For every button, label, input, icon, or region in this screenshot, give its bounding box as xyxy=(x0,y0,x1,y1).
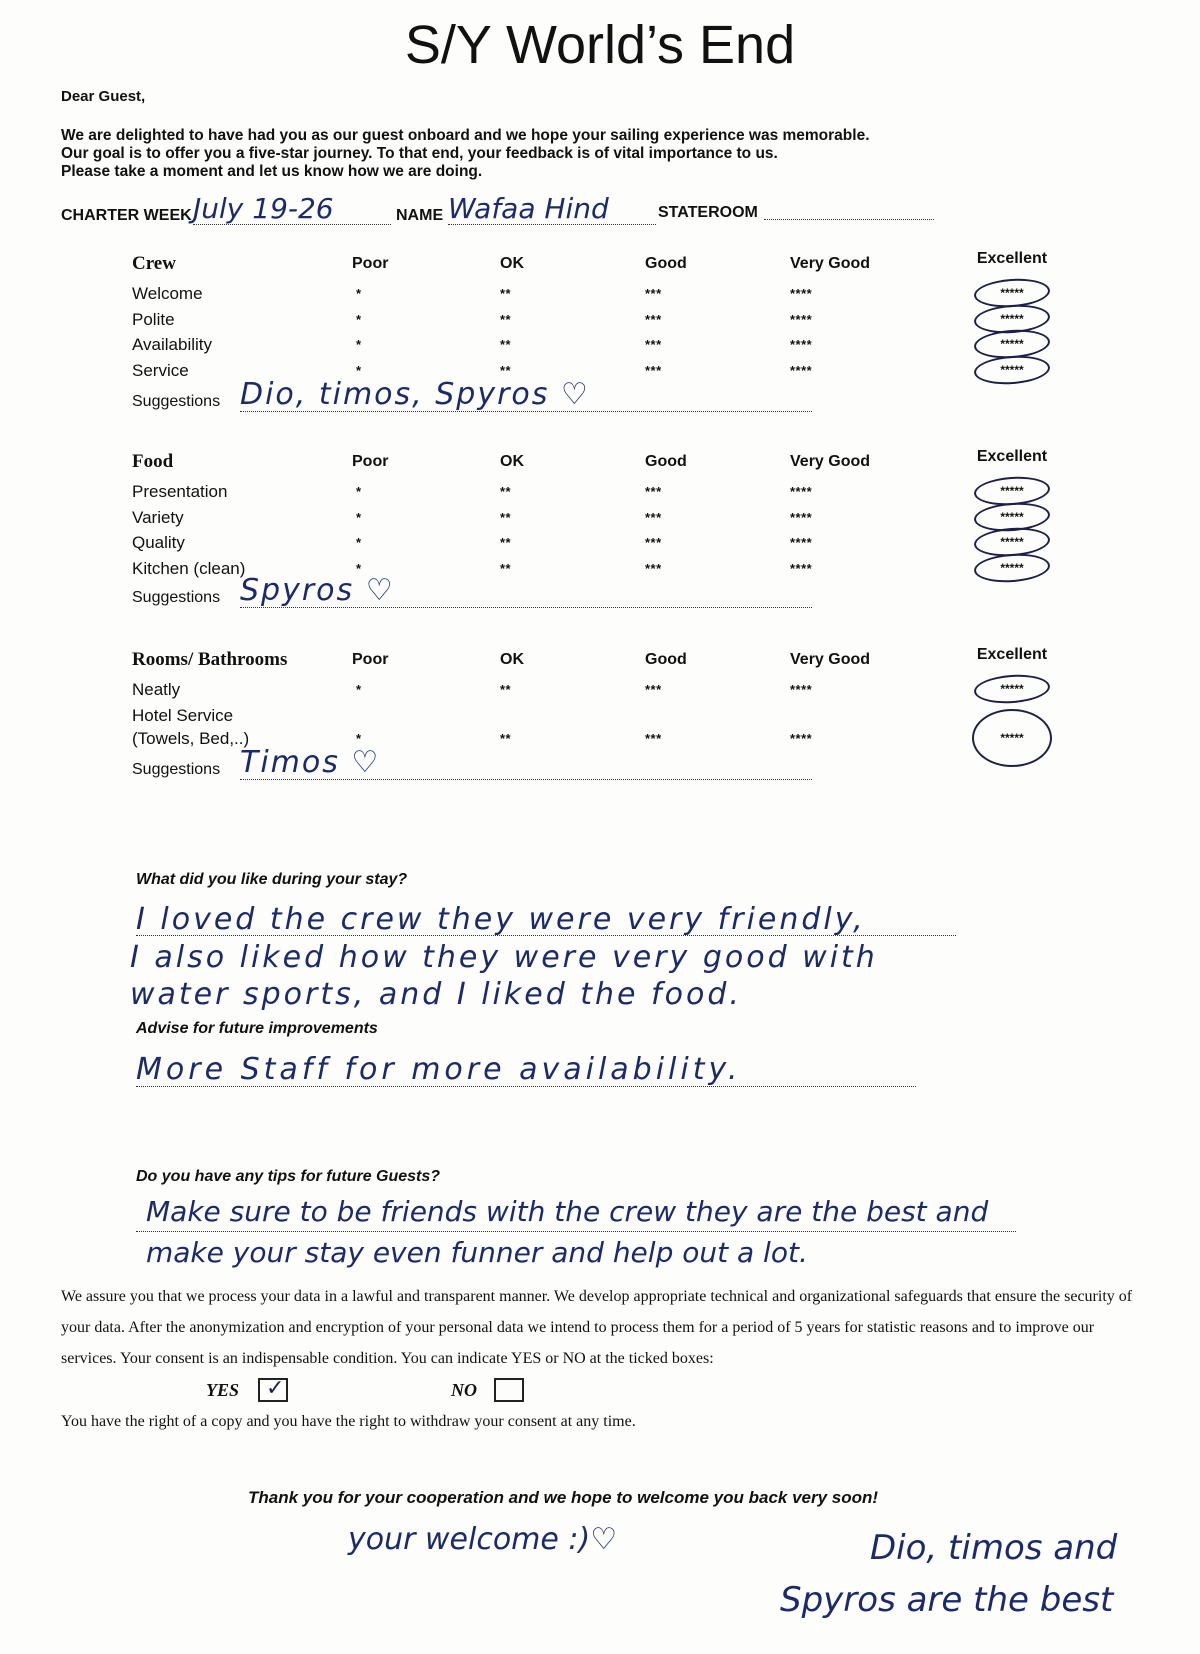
liked-question: What did you like during your stay? xyxy=(136,871,408,888)
food-column-excellent: Excellent xyxy=(976,448,1048,465)
handwritten-signoff-1: Dio, timos and xyxy=(870,1528,1118,1568)
tips-question: Do you have any tips for future Guests? xyxy=(136,1168,441,1185)
food-suggestions-value[interactable]: Spyros ♡ xyxy=(240,573,395,608)
crew-rating-stars[interactable]: *** xyxy=(645,311,662,327)
food-item-label: Variety xyxy=(132,507,184,527)
intro-line-3: Please take a moment and let us know how we are doing. xyxy=(61,163,483,180)
crew-excellent-selection[interactable] xyxy=(973,353,1051,386)
liked-answer-1[interactable]: I loved the crew they were very friendly, xyxy=(136,902,866,937)
crew-rating-stars[interactable]: * xyxy=(356,337,362,352)
food-rating-stars[interactable]: * xyxy=(356,509,362,525)
rooms-bathrooms-suggestions-line xyxy=(240,779,812,780)
rooms-bathrooms-rating-stars[interactable]: * xyxy=(356,731,362,746)
crew-column-poor: Poor xyxy=(352,255,389,272)
rooms-bathrooms-rating-stars[interactable]: * xyxy=(356,682,362,697)
food-rating-stars[interactable]: *** xyxy=(645,560,662,576)
rooms-bathrooms-item-label: Neatly xyxy=(132,680,181,699)
crew-rating-stars[interactable]: *** xyxy=(645,286,662,301)
crew-column-very-good: Very Good xyxy=(790,255,871,272)
crew-suggestions-line xyxy=(240,411,812,412)
form-title: S/Y World’s End xyxy=(404,15,796,75)
food-rating-stars[interactable]: ** xyxy=(500,509,512,525)
food-rating-stars[interactable]: *** xyxy=(645,509,662,525)
crew-rating-stars[interactable]: **** xyxy=(790,362,813,378)
crew-suggestions-value[interactable]: Dio, timos, Spyros ♡ xyxy=(240,377,590,412)
food-excellent-stars: ***** xyxy=(1000,560,1024,575)
rooms-bathrooms-rating-stars[interactable]: ** xyxy=(500,731,512,746)
crew-rating-stars[interactable]: ** xyxy=(500,286,512,301)
rooms-bathrooms-column-good: Good xyxy=(645,651,687,668)
yes-checkbox[interactable] xyxy=(258,1378,288,1402)
crew-suggestions-label: Suggestions xyxy=(132,393,221,410)
name-label: NAME xyxy=(396,207,444,224)
greeting: Dear Guest, xyxy=(61,88,146,105)
crew-item-label: Service xyxy=(132,360,189,380)
crew-rating-stars[interactable]: *** xyxy=(645,337,662,352)
food-column-poor: Poor xyxy=(352,453,389,470)
crew-rating-stars[interactable]: **** xyxy=(790,311,813,327)
rooms-bathrooms-column-ok: OK xyxy=(500,651,524,668)
food-rating-stars[interactable]: * xyxy=(356,535,362,550)
rights-text: You have the right of a copy and you have the right to withdraw your consent at any time. xyxy=(61,1413,636,1430)
improve-question: Advise for future improvements xyxy=(136,1020,378,1037)
liked-answer-3[interactable]: water sports, and I liked the food. xyxy=(130,977,742,1012)
crew-section-title: Crew xyxy=(132,253,176,274)
food-rating-stars[interactable]: **** xyxy=(790,484,813,499)
crew-rating-stars[interactable]: *** xyxy=(645,362,662,378)
no-checkbox[interactable] xyxy=(494,1378,524,1402)
rooms-bathrooms-suggestions-value[interactable]: Timos ♡ xyxy=(240,745,381,780)
tips-answer-2[interactable]: make your stay even funner and help out a lot. xyxy=(146,1236,808,1269)
crew-rating-stars[interactable]: ** xyxy=(500,337,512,352)
food-rating-stars[interactable]: **** xyxy=(790,535,813,550)
crew-rating-stars[interactable]: **** xyxy=(790,337,813,352)
liked-answer-2[interactable]: I also liked how they were very good with xyxy=(130,940,878,975)
food-rating-stars[interactable]: ** xyxy=(500,535,512,550)
crew-rating-stars[interactable]: * xyxy=(356,362,362,378)
food-item-label: Quality xyxy=(132,533,185,552)
food-item-label: Kitchen (clean) xyxy=(132,558,246,578)
crew-excellent-stars: ***** xyxy=(1000,286,1024,300)
stateroom-field[interactable] xyxy=(764,219,934,220)
food-suggestions-label: Suggestions xyxy=(132,589,221,606)
crew-rating-stars[interactable]: ** xyxy=(500,311,512,327)
handwritten-reply: your welcome :)♡ xyxy=(348,1522,618,1557)
food-rating-stars[interactable]: * xyxy=(356,560,362,576)
food-rating-stars[interactable]: **** xyxy=(790,560,813,576)
rooms-bathrooms-rating-stars[interactable]: *** xyxy=(645,682,662,697)
crew-rating-stars[interactable]: * xyxy=(356,311,362,327)
crew-item-label: Welcome xyxy=(132,284,203,303)
food-item-label: Presentation xyxy=(132,482,228,501)
food-rating-stars[interactable]: *** xyxy=(645,535,662,550)
checkmark-icon: ✓ xyxy=(266,1376,285,1401)
food-column-very-good: Very Good xyxy=(790,453,871,470)
food-rating-stars[interactable]: ** xyxy=(500,560,512,576)
crew-excellent-stars: ***** xyxy=(1000,311,1024,326)
food-column-ok: OK xyxy=(500,453,524,470)
rooms-bathrooms-excellent-selection[interactable] xyxy=(972,709,1052,767)
rooms-bathrooms-section-title: Rooms/ Bathrooms xyxy=(132,649,288,670)
yes-label: YES xyxy=(206,1380,240,1400)
crew-rating-stars[interactable]: * xyxy=(356,286,362,301)
crew-rating-stars[interactable]: **** xyxy=(790,286,813,301)
food-section-title: Food xyxy=(132,451,174,472)
food-rating-stars[interactable]: ** xyxy=(500,484,512,499)
rooms-bathrooms-column-poor: Poor xyxy=(352,651,389,668)
rooms-bathrooms-rating-stars[interactable]: ** xyxy=(500,682,512,697)
name-value[interactable]: Wafaa Hind xyxy=(448,192,609,225)
no-label: NO xyxy=(451,1380,477,1400)
closing-text: Thank you for your cooperation and we hope to welcome you back very soon! xyxy=(248,1488,879,1507)
rooms-bathrooms-rating-stars[interactable]: *** xyxy=(645,731,662,746)
crew-rating-stars[interactable]: ** xyxy=(500,362,512,378)
tips-answer-1[interactable]: Make sure to be friends with the crew they are the best and xyxy=(146,1195,989,1228)
rooms-bathrooms-column-excellent: Excellent xyxy=(976,646,1048,663)
rooms-bathrooms-excellent-stars: ***** xyxy=(1000,682,1024,696)
privacy-paragraph: We assure you that we process your data in a lawful and transparent manner. We develop appropriate technical and organizational safeguards that ensure the security of your data. After the anonymization and encryption of your personal data we intend to process them for a period of 5 years for statistic reasons and to improve our services. Your consent is an indispensable condition. You can indicate YES or NO at the ticked boxes: xyxy=(61,1288,1133,1367)
crew-column-excellent: Excellent xyxy=(976,250,1048,267)
handwritten-signoff-2: Spyros are the best xyxy=(780,1580,1114,1620)
food-column-good: Good xyxy=(645,453,687,470)
charter-week-label: CHARTER WEEK xyxy=(61,207,192,224)
food-excellent-stars: ***** xyxy=(1000,484,1024,498)
food-excellent-stars: ***** xyxy=(1000,509,1024,524)
rooms-bathrooms-rating-stars[interactable]: **** xyxy=(790,682,813,697)
food-excellent-stars: ***** xyxy=(1000,535,1024,549)
food-excellent-selection[interactable] xyxy=(973,551,1051,584)
crew-excellent-stars: ***** xyxy=(1000,362,1024,377)
rooms-bathrooms-item-label: (Towels, Bed,..) xyxy=(132,729,250,748)
food-suggestions-line xyxy=(240,607,812,608)
crew-excellent-stars: ***** xyxy=(1000,337,1024,351)
rooms-bathrooms-excellent-stars: ***** xyxy=(1000,731,1024,745)
intro-line-2: Our goal is to offer you a five-star journey. To that end, your feedback is of vital importance to us. xyxy=(61,145,778,162)
improve-answer[interactable]: More Staff for more availability. xyxy=(136,1052,742,1087)
rooms-bathrooms-item-label: Hotel Service xyxy=(132,705,234,725)
rooms-bathrooms-rating-stars[interactable]: **** xyxy=(790,731,813,746)
food-rating-stars[interactable]: *** xyxy=(645,484,662,499)
rooms-bathrooms-suggestions-label: Suggestions xyxy=(132,761,221,778)
charter-week-value[interactable]: July 19-26 xyxy=(193,192,334,225)
intro-line-1: We are delighted to have had you as our guest onboard and we hope your sailing experience was memorable. xyxy=(61,127,870,144)
rooms-bathrooms-excellent-selection[interactable] xyxy=(973,672,1051,705)
stateroom-label: STATEROOM xyxy=(658,204,758,221)
crew-item-label: Availability xyxy=(132,335,213,354)
crew-column-good: Good xyxy=(645,255,687,272)
food-rating-stars[interactable]: **** xyxy=(790,509,813,525)
crew-column-ok: OK xyxy=(500,255,524,272)
food-rating-stars[interactable]: * xyxy=(356,484,362,499)
crew-item-label: Polite xyxy=(132,309,175,329)
rooms-bathrooms-column-very-good: Very Good xyxy=(790,651,871,668)
